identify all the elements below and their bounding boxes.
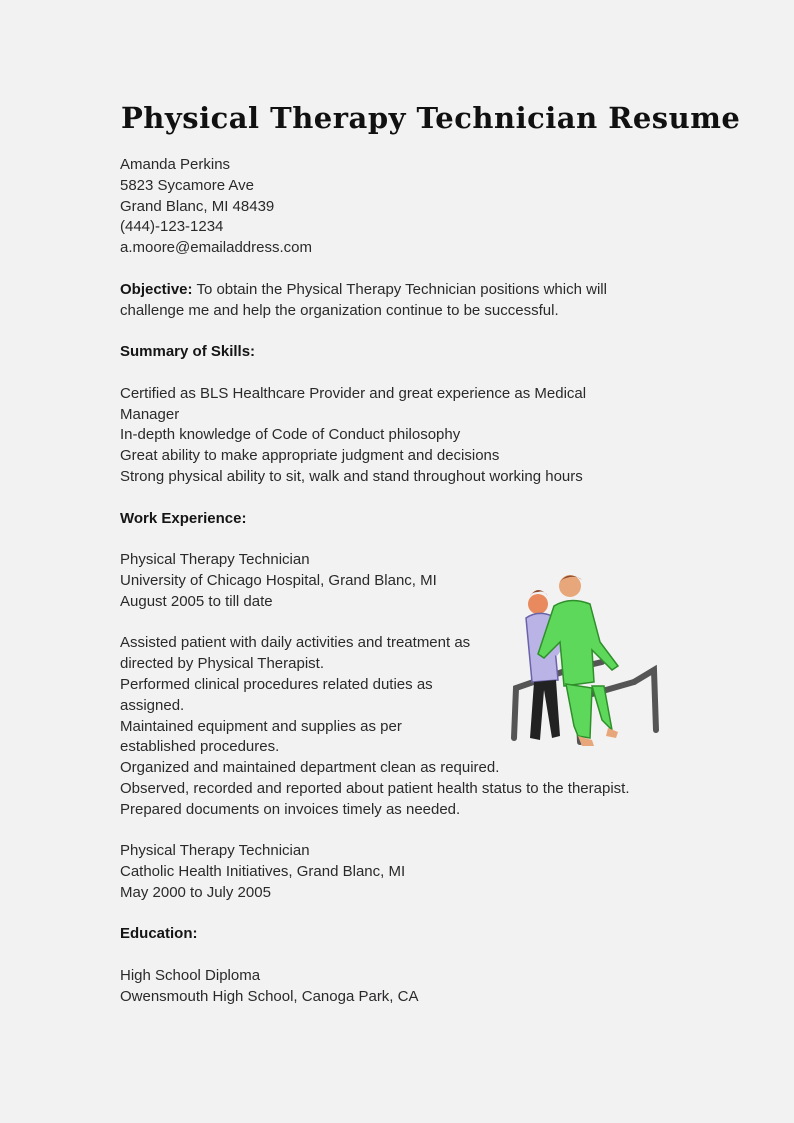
objective-line-1 (120, 280, 680, 301)
physical-therapy-icon (508, 570, 660, 750)
job-2-employer: Catholic Health Initiatives, Grand Blanc, MI (120, 863, 406, 881)
job-1-duty: Prepared documents on invoices timely as needed. (120, 800, 461, 818)
job-1-dates: August 2005 to till date (120, 592, 273, 610)
skill-item: In-depth knowledge of Code of Conduct philosophy (120, 426, 461, 444)
contact-phone: (444)-123-1234 (120, 218, 224, 236)
contact-name: Amanda Perkins (120, 156, 231, 173)
job-1-duty: Performed clinical procedures related duties as (120, 675, 433, 693)
job-1-employer: University of Chicago Hospital, Grand Blanc, MI (120, 571, 437, 589)
contact-email: a.moore@emailaddress.com (120, 239, 312, 257)
objective-text-1: To obtain the Physical Therapy Technician positions which will (196, 280, 607, 298)
skill-item: Certified as BLS Healthcare Provider and great experience as Medical (120, 384, 587, 402)
job-1-duty: directed by Physical Therapist. (120, 655, 324, 673)
resume-title: Physical Therapy Technician Resume (121, 101, 741, 135)
skills-heading: Summary of Skills: (120, 343, 256, 361)
education-heading: Education: (120, 925, 198, 943)
job-1-duty: established procedures. (120, 738, 280, 756)
experience-heading: Work Experience: (120, 509, 247, 527)
objective-text-2: challenge me and help the organization continue to be successful. (120, 301, 559, 319)
job-2-title: Physical Therapy Technician (120, 842, 310, 860)
skill-item: Manager (120, 405, 180, 423)
skill-item: Strong physical ability to sit, walk and stand throughout working hours (120, 467, 583, 485)
job-1-duty: Assisted patient with daily activities and treatment as (120, 634, 471, 652)
education-school: Owensmouth High School, Canoga Park, CA (120, 987, 419, 1005)
job-1-duty: assigned. (120, 696, 185, 714)
job-1-duty: Observed, recorded and reported about patient health status to the therapist. (120, 779, 630, 797)
job-1-title: Physical Therapy Technician (120, 551, 310, 569)
contact-street: 5823 Sycamore Ave (120, 176, 254, 194)
skill-item: Great ability to make appropriate judgment and decisions (120, 447, 500, 465)
education-degree: High School Diploma (120, 967, 261, 985)
job-1-duty: Organized and maintained department clean as required. (120, 759, 500, 777)
job-2-dates: May 2000 to July 2005 (120, 883, 271, 901)
job-1-duty: Maintained equipment and supplies as per (120, 717, 402, 735)
physical-therapy-illustration (508, 570, 660, 750)
contact-city: Grand Blanc, MI 48439 (120, 197, 275, 215)
objective-label: Objective: (120, 280, 193, 298)
